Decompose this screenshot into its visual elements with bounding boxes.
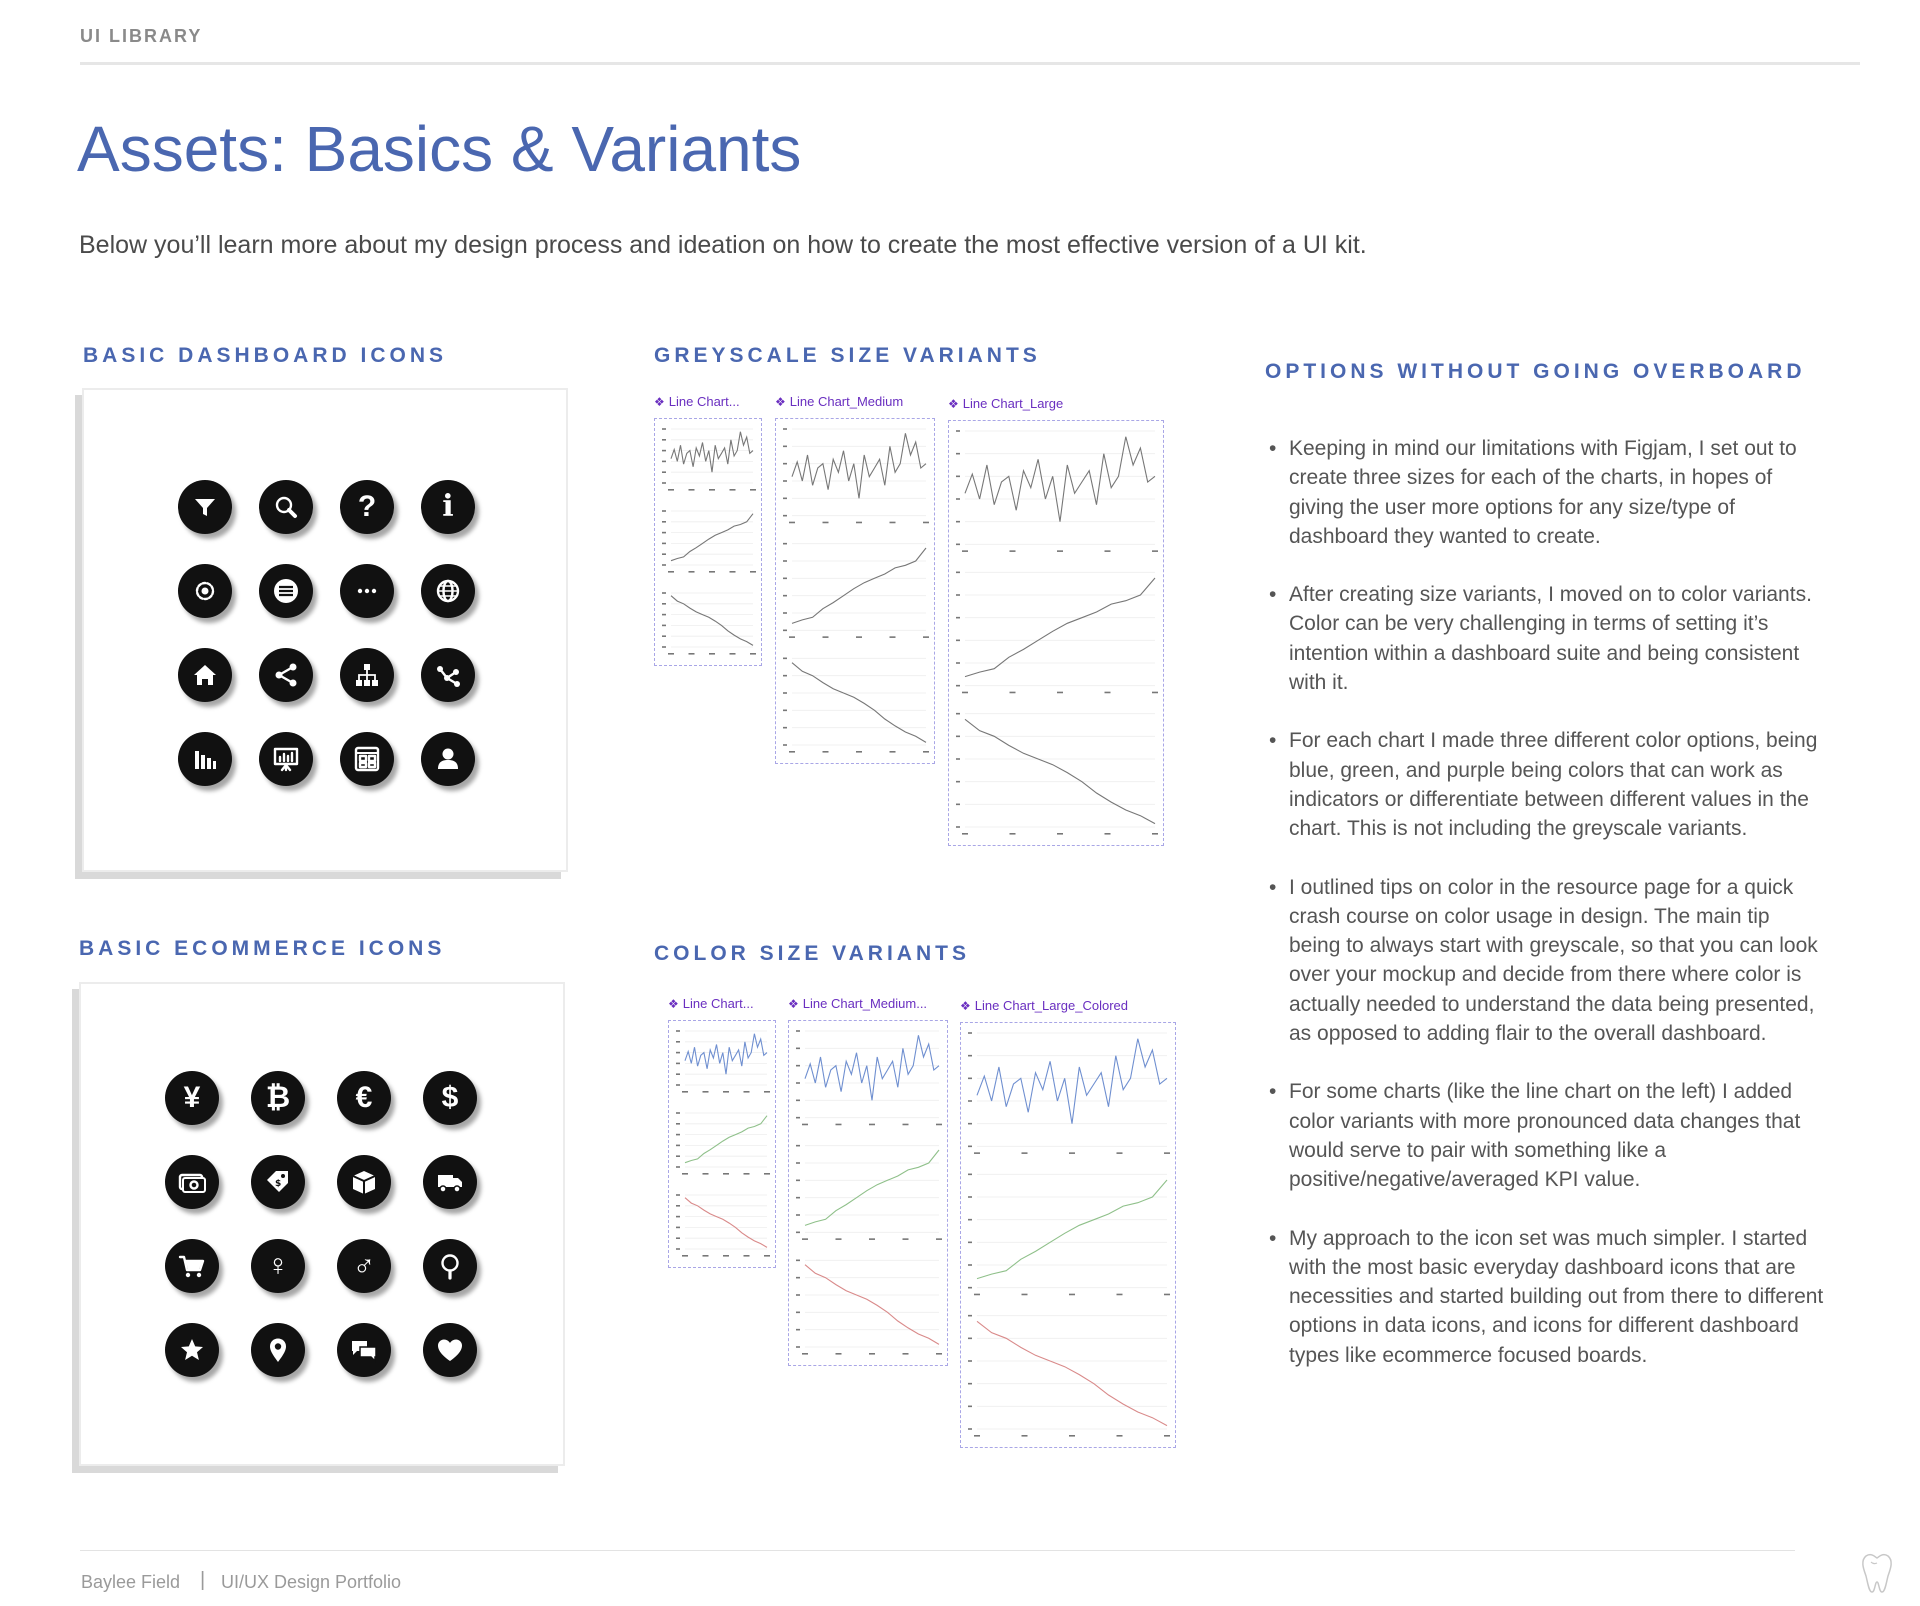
chart-grey-small (654, 418, 762, 666)
euro-icon-glyph: € (355, 1081, 373, 1114)
hierarchy-icon (340, 648, 394, 702)
chat-icon (337, 1323, 391, 1377)
info-icon (421, 480, 475, 534)
more-icon (340, 564, 394, 618)
bullet-item: • I outlined tips on color in the resource page for a quick crash course on color usage in design. The main tip being to always start with greyscale, so that you can look over your mockup and decide from there where color is actually needed to understand the data being presented, as opposed to adding flair to the overall dashboard. (1265, 873, 1825, 1049)
color-variants-heading: COLOR SIZE VARIANTS (654, 942, 970, 965)
map-pin-icon (251, 1323, 305, 1377)
share-icon (259, 648, 313, 702)
cash-icon (165, 1155, 219, 1209)
help-icon (340, 480, 394, 534)
user-icon (421, 732, 475, 786)
dollar-icon (423, 1071, 477, 1125)
chart-grey-large (948, 420, 1164, 846)
male-icon-glyph: ♂ (352, 1249, 376, 1282)
chart-label-color-medium: ❖ Line Chart_Medium... (788, 996, 928, 1011)
yen-icon (165, 1071, 219, 1125)
chart-grey-medium (775, 418, 935, 764)
connections-icon (421, 648, 475, 702)
bar-chart-icon (178, 732, 232, 786)
settings-icon (178, 564, 232, 618)
footer-subtitle: UI/UX Design Portfolio (221, 1572, 402, 1592)
dashboard-icons-heading: BASIC DASHBOARD ICONS (83, 344, 448, 367)
footer-divider (80, 1550, 1795, 1551)
chart-label-color-large: ❖ Line Chart_Large_Colored (960, 998, 1128, 1013)
bullet-item: • For some charts (like the line chart on the left) I added color variants with more pronounced data changes that would serve to pair with something like a positive/negative/averaged KPI value. (1265, 1077, 1825, 1194)
chart-label-grey-small: ❖ Line Chart... (654, 394, 740, 409)
star-icon (165, 1323, 219, 1377)
female-icon (251, 1239, 305, 1293)
bullet-item: • For each chart I made three different color options, being blue, green, and purple being colors that can work as indicators or differentiate between different values in the chart. This is not including the greyscale variants. (1265, 726, 1825, 843)
info-icon-glyph: i (442, 489, 454, 524)
page-subtitle: Below you’ll learn more about my design process and ideation on how to create the most effective version of a UI kit. (79, 231, 1367, 259)
chart-color-large (960, 1022, 1176, 1448)
ecommerce-icons-grid (165, 1071, 477, 1377)
options-bullet-list (1265, 434, 1825, 1399)
chart-label-color-small: ❖ Line Chart... (668, 996, 754, 1011)
help-icon-glyph: ? (357, 490, 377, 523)
filter-icon (178, 480, 232, 534)
home-icon (178, 648, 232, 702)
chart-label-grey-medium: ❖ Line Chart_Medium (775, 394, 904, 409)
bitcoin-icon-glyph: ₿ (265, 1081, 291, 1114)
svg-text:$: $ (275, 1179, 282, 1189)
dollar-icon-glyph: $ (441, 1081, 459, 1114)
dashboard-icons-card (82, 388, 568, 872)
dashboard-layout-icon (340, 732, 394, 786)
bullet-item: • After creating size variants, I moved on to color variants. Color can be very challenging in terms of setting it’s intention within a dashboard suite and being consistent with it. (1265, 580, 1825, 697)
globe-icon (421, 564, 475, 618)
bullet-item: • Keeping in mind our limitations with Figjam, I set out to create three sizes for each of the charts, in hopes of giving the user more options for any size/type of dashboard they wanted to create. (1265, 434, 1825, 551)
chart-label-grey-large: ❖ Line Chart_Large (948, 396, 1064, 411)
price-tag-icon (251, 1155, 305, 1209)
dashboard-icons-grid (178, 480, 475, 786)
package-icon (337, 1155, 391, 1209)
location-search-icon (423, 1239, 477, 1293)
footer-separator: | (200, 1569, 206, 1591)
search-icon (259, 480, 313, 534)
heart-icon (423, 1323, 477, 1377)
list-icon (259, 564, 313, 618)
euro-icon (337, 1071, 391, 1125)
ecommerce-icons-heading: BASIC ECOMMERCE ICONS (79, 937, 446, 960)
bullet-item: • My approach to the icon set was much simpler. I started with the most basic everyday dashboard icons that are necessities and started building out from there to different options in data icons, and icons for different dashboard types like ecommerce focused boards. (1265, 1224, 1825, 1370)
male-icon (337, 1239, 391, 1293)
greyscale-variants-heading: GREYSCALE SIZE VARIANTS (654, 344, 1041, 367)
tooth-logo-icon (1860, 1552, 1894, 1594)
chart-color-small (668, 1020, 776, 1268)
presentation-icon (259, 732, 313, 786)
yen-icon-glyph: ¥ (183, 1081, 201, 1114)
delivery-truck-icon (423, 1155, 477, 1209)
ecommerce-icons-card (79, 982, 565, 1466)
header-divider (80, 62, 1860, 65)
header-label: UI LIBRARY (80, 26, 203, 46)
options-heading: OPTIONS WITHOUT GOING OVERBOARD (1265, 360, 1806, 383)
bitcoin-icon (251, 1071, 305, 1125)
shopping-cart-icon (165, 1239, 219, 1293)
chart-color-medium (788, 1020, 948, 1366)
footer-author: Baylee Field (81, 1572, 181, 1592)
female-icon-glyph: ♀ (266, 1249, 290, 1282)
page-title: Assets: Basics & Variants (77, 113, 802, 185)
